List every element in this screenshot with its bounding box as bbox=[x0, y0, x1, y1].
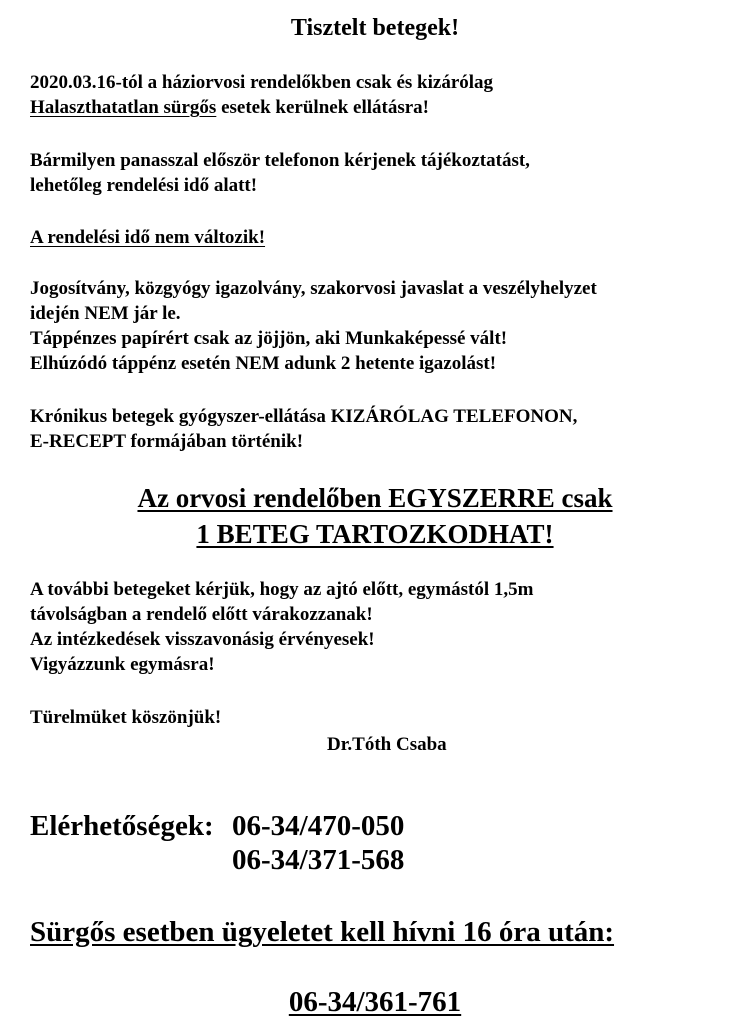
paragraph-6-line-4: Vigyázzunk egymásra! bbox=[30, 654, 215, 675]
emergency-phone: 06-34/361-761 bbox=[288, 986, 462, 1018]
thanks-text: Türelmüket köszönjük! bbox=[30, 707, 222, 728]
paragraph-3-wrap bbox=[30, 226, 265, 250]
paragraph-4-line-1: Jogosítvány, közgyógy igazolvány, szakorvosi javaslat a veszélyhelyzet bbox=[30, 278, 597, 299]
paragraph-4-line-2: idején NEM jár le. bbox=[30, 303, 181, 324]
paragraph-4-line-4: Elhúzódó táppénz esetén NEM adunk 2 hetente igazolást! bbox=[30, 353, 497, 374]
notice-title: Tisztelt betegek! bbox=[290, 15, 460, 41]
paragraph-2-line-1: Bármilyen panasszal először telefonon kérjenek tájékoztatást, bbox=[30, 150, 530, 171]
office-hours-notice: A rendelési idő nem változik! bbox=[30, 227, 266, 248]
contact-phone-2: 06-34/371-568 bbox=[232, 844, 405, 876]
paragraph-6-line-2: távolságban a rendelő előtt várakozzanak! bbox=[30, 604, 373, 625]
headline-line-1-wrap bbox=[0, 482, 750, 514]
headline-line-2: 1 BETEG TARTOZKODHAT! bbox=[196, 519, 554, 549]
paragraph-5-line-1: Krónikus betegek gyógyszer-ellátása KIZÁRÓLAG TELEFONON, bbox=[30, 406, 578, 427]
emergency-phone-wrap bbox=[0, 985, 750, 1019]
contact-phone-1: 06-34/470-050 bbox=[232, 810, 405, 842]
headline-line-1: Az orvosi rendelőben EGYSZERRE csak bbox=[137, 483, 613, 513]
paragraph-4-line-3: Táppénzes papírért csak az jöjjön, aki Munkaképessé vált! bbox=[30, 328, 508, 349]
paragraph-6-line-3: Az intézkedések visszavonásig érvényesek! bbox=[30, 629, 375, 650]
paragraph-1-line-2-rest: esetek kerülnek ellátásra! bbox=[216, 97, 429, 118]
urgent-cases-phrase: Halaszthatatlan sürgős bbox=[30, 97, 217, 118]
headline-line-2-wrap bbox=[0, 518, 750, 550]
emergency-text-wrap bbox=[30, 915, 614, 949]
emergency-text: Sürgős esetben ügyeletet kell hívni 16 óra után: bbox=[30, 916, 615, 948]
paragraph-5-line-2: E-RECEPT formájában történik! bbox=[30, 431, 304, 452]
contacts-label: Elérhetőségek: bbox=[30, 810, 214, 842]
signature: Dr.Tóth Csaba bbox=[327, 734, 447, 755]
paragraph-1-line-2 bbox=[30, 96, 429, 120]
paragraph-6-line-1: A további betegeket kérjük, hogy az ajtó előtt, egymástól 1,5m bbox=[30, 579, 534, 600]
paragraph-2-line-2: lehetőleg rendelési idő alatt! bbox=[30, 175, 258, 196]
paragraph-1-line-1: 2020.03.16-tól a háziorvosi rendelőkben csak és kizárólag bbox=[30, 72, 494, 93]
